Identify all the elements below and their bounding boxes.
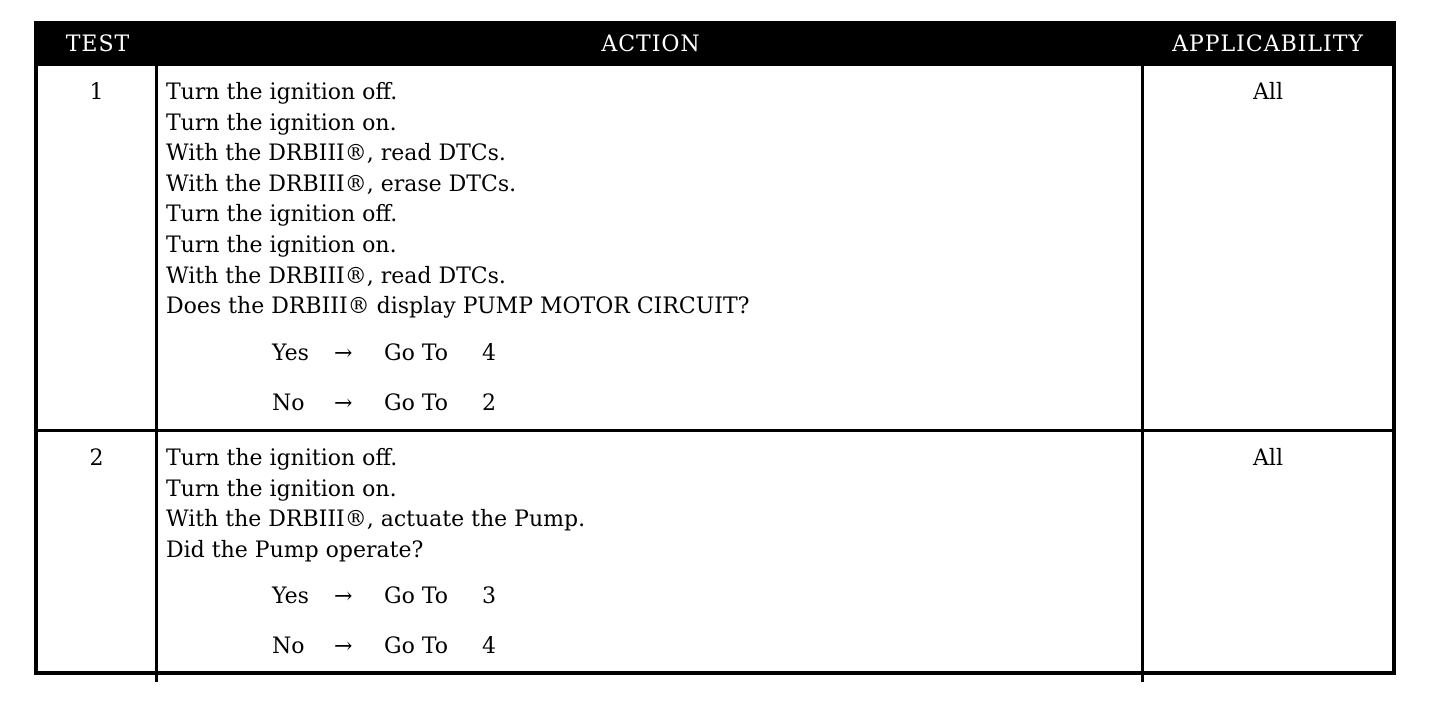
arrow-icon: → [334,584,353,610]
action-cell [158,63,1144,429]
header-applicability: APPLICABILITY [1144,25,1392,63]
action-step: With the DRBIII®, actuate the Pump. [166,507,586,533]
goto-label: Go To [384,634,449,660]
choice-answer: No [272,634,305,660]
choice-yes [166,339,1141,389]
goto-target: 4 [482,634,496,660]
header-action: ACTION [158,25,1144,63]
applicability-cell: All [1144,63,1392,429]
goto-target: 2 [482,390,496,416]
action-step: With the DRBIII®, read DTCs. [166,141,506,167]
action-step: Did the Pump operate? [166,537,424,563]
arrow-icon: → [334,390,353,416]
choice-yes [166,582,1141,632]
arrow-icon: → [334,634,353,660]
action-step: With the DRBIII®, erase DTCs. [166,171,517,197]
goto-target: 4 [482,340,496,366]
goto-target: 3 [482,584,496,610]
goto-label: Go To [384,340,449,366]
action-step: Turn the ignition off. [166,446,398,471]
goto-label: Go To [384,584,449,610]
action-step: Turn the ignition on. [166,110,397,136]
goto-label: Go To [384,390,449,416]
choice-answer: Yes [272,340,309,366]
test-number-cell: 1 [38,63,158,429]
action-step: Turn the ignition on. [166,232,397,258]
action-step: Turn the ignition off. [166,80,398,105]
diagnostic-table [34,21,1396,675]
header-test: TEST [38,25,158,63]
action-step: Turn the ignition off. [166,202,398,228]
applicability-cell: All [1144,429,1392,682]
action-step: Turn the ignition on. [166,476,397,502]
test-number-cell: 2 [38,429,158,682]
action-step: Does the DRBIII® display PUMP MOTOR CIRCUIT? [166,294,750,320]
choice-answer: Yes [272,584,309,610]
action-cell [158,429,1144,682]
arrow-icon: → [334,340,353,366]
choice-answer: No [272,390,305,416]
choices [166,339,1141,439]
choice-no [166,632,1141,682]
action-step: With the DRBIII®, read DTCs. [166,263,506,289]
choices [166,582,1141,682]
